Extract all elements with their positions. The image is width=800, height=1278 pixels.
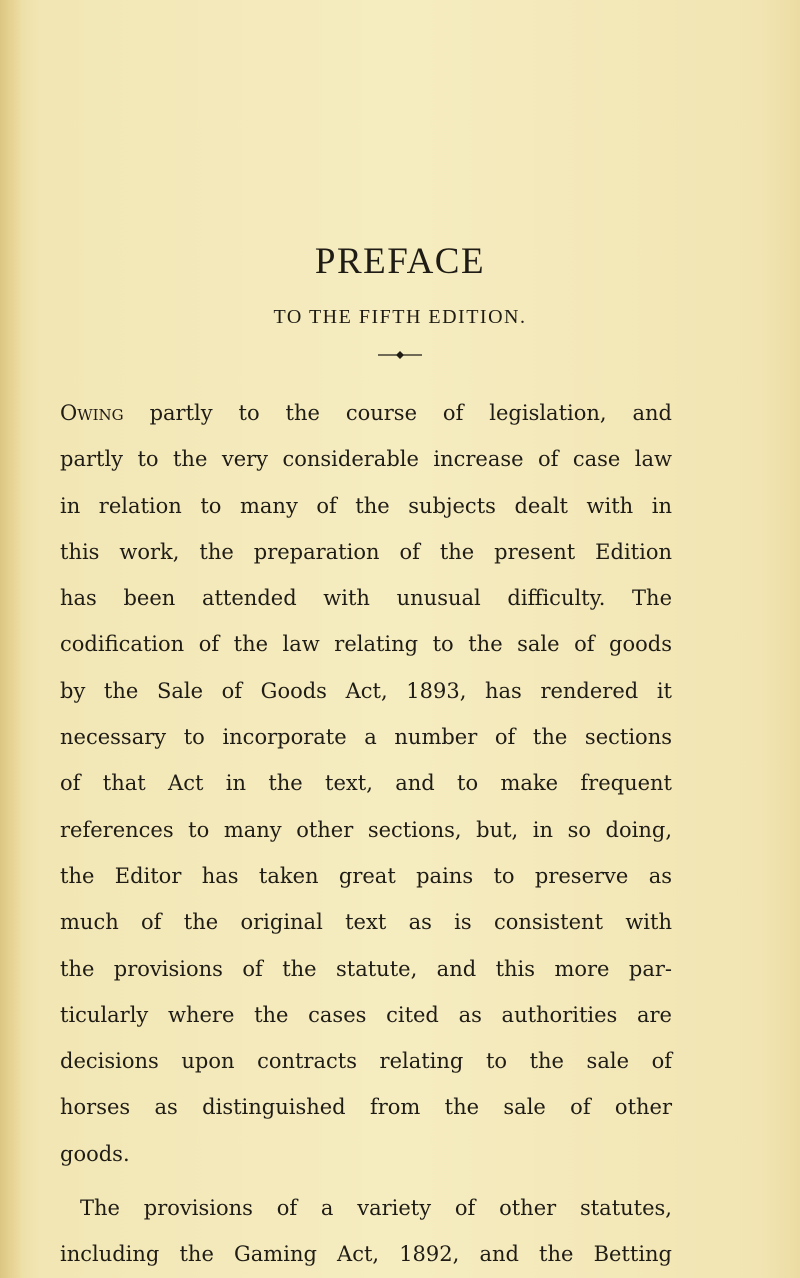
text-line: necessary to incorporate a number of the sections: [60, 725, 672, 750]
text-line: codification of the law relating to the sale of goods: [60, 632, 672, 657]
text-line: in relation to many of the subjects dealt with in: [60, 493, 672, 518]
text-line: much of the original text as is consistent with: [60, 910, 672, 935]
text-line: the provisions of the statute, and this more par-: [60, 956, 672, 981]
paragraph-gap: [60, 1177, 672, 1185]
text-line: partly to the very considerable increase of case law: [60, 447, 672, 472]
page-binding-edge: [0, 0, 22, 1278]
text-line: by the Sale of Goods Act, 1893, has rendered it: [60, 678, 672, 703]
drop-word: Owing: [60, 401, 124, 425]
text-line: has been attended with unusual difficulty. The: [60, 586, 672, 611]
text-line: this work, the preparation of the present Edition: [60, 539, 672, 564]
text-line: ticularly where the cases cited as authorities are: [60, 1002, 672, 1027]
preface-body: [60, 390, 672, 1278]
text-line: of that Act in the text, and to make frequent: [60, 771, 672, 796]
text-line: the Editor has taken great pains to preserve as: [60, 863, 672, 888]
text-line: references to many other sections, but, in so doing,: [60, 817, 672, 842]
text-line: horses as distinguished from the sale of other: [60, 1095, 672, 1120]
text-line: decisions upon contracts relating to the sale of: [60, 1049, 672, 1074]
page-subtitle: TO THE FIFTH EDITION.: [273, 306, 527, 328]
text-line: The provisions of a variety of other statutes,: [80, 1196, 672, 1221]
text-line: including the Gaming Act, 1892, and the Betting: [60, 1242, 672, 1267]
divider-ornament-icon: [378, 349, 422, 361]
page-title: PREFACE: [314, 241, 486, 282]
text-line: goods.: [60, 1141, 130, 1166]
text-line: Owing partly to the course of legislation, and: [60, 401, 672, 425]
